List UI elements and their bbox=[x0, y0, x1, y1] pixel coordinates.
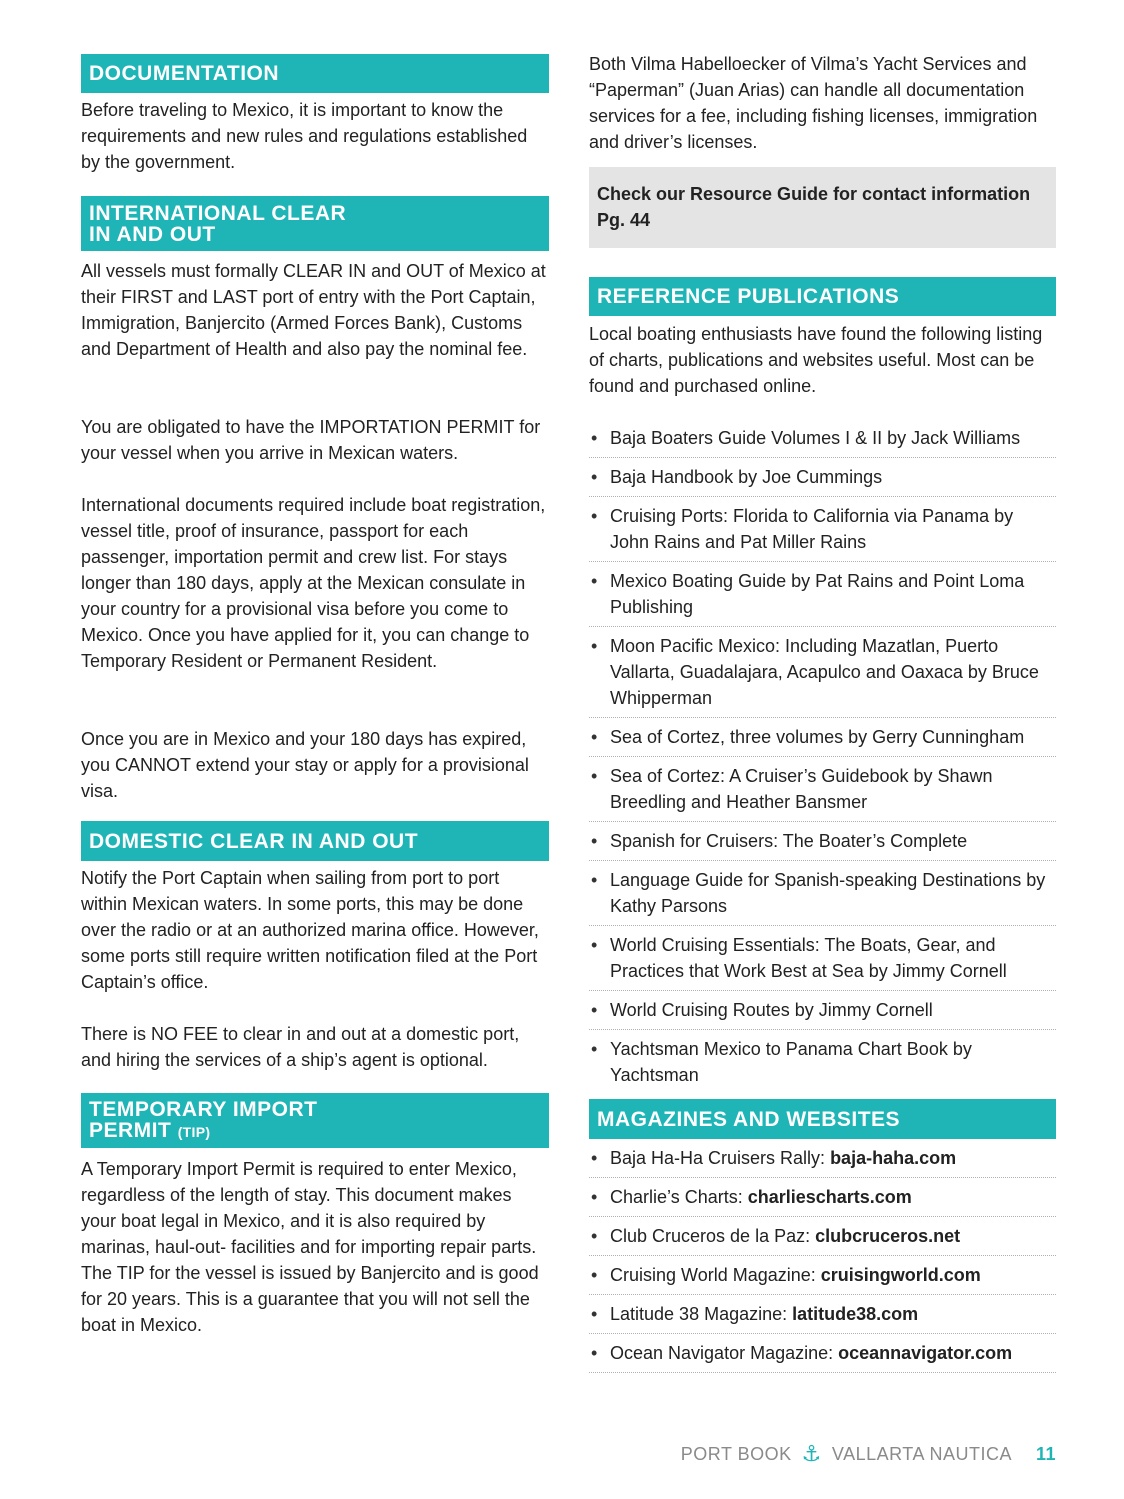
tip-heading-line2 bbox=[89, 1120, 541, 1143]
magazine-name: Charlie’s Charts: bbox=[610, 1187, 748, 1207]
international-p3: International documents required include boat registration, vessel title, proof of insurance, passport for each passenger, importation permit and crew list. For stays longer than 180 days, apply at the Mexican consulate in your country for a provisional visa before you come to Mexico. Once you have applied for it, you can change to Temporary Resident or Permanent Resident. bbox=[81, 495, 546, 671]
tip-text: A Temporary Import Permit is required to enter Mexico, regardless of the length of stay. This document makes your boat legal in Mexico, and it is also required by marinas, haul-out- facilities and for importing repair parts. The TIP for the vessel is issued by Banjercito and is good for 20 years. This is a guarantee that you will not sell the boat in Mexico. bbox=[81, 1159, 539, 1335]
list-item: • Sea of Cortez: A Cruiser’s Guidebook by Shawn Breedling and Heather Bansmer bbox=[589, 757, 1056, 822]
international-p1: All vessels must formally CLEAR IN and OUT of Mexico at their FIRST and LAST port of entry with the Port Captain, Immigration, Banjercito (Armed Forces Bank), Customs and Department of Health and also pay the nominal fee. bbox=[81, 261, 546, 359]
list-item bbox=[589, 1178, 1056, 1217]
website-link[interactable]: charliescharts.com bbox=[747, 1187, 912, 1207]
international-heading-line2: IN AND OUT bbox=[89, 222, 216, 246]
list-item: • Mexico Boating Guide by Pat Rains and Point Loma Publishing bbox=[589, 562, 1056, 627]
website-link[interactable]: oceannavigator.com bbox=[838, 1343, 1013, 1363]
magazine-name: Ocean Navigator Magazine: bbox=[610, 1343, 839, 1363]
documentation-heading bbox=[81, 54, 549, 93]
international-heading-line1: INTERNATIONAL CLEAR bbox=[89, 201, 347, 225]
resource-guide-callout bbox=[589, 167, 1056, 248]
magazine-name: Club Cruceros de la Paz: bbox=[610, 1226, 816, 1246]
list-item: • World Cruising Routes by Jimmy Cornell bbox=[589, 991, 1056, 1030]
website-link[interactable]: baja-haha.com bbox=[830, 1148, 957, 1168]
tip-heading-permit: PERMIT bbox=[89, 1118, 172, 1142]
resource-guide-callout-text: Check our Resource Guide for contact information Pg. 44 bbox=[597, 184, 1031, 230]
list-item bbox=[589, 1139, 1056, 1178]
reference-heading bbox=[589, 277, 1056, 316]
footer-port-book: PORT BOOK bbox=[680, 1443, 792, 1464]
page-footer bbox=[681, 1440, 1056, 1468]
list-item bbox=[589, 1217, 1056, 1256]
tip-heading bbox=[81, 1093, 549, 1148]
magazines-list bbox=[589, 1139, 1056, 1373]
documentation-heading-text: DOCUMENTATION bbox=[89, 62, 280, 85]
magazine-name: Latitude 38 Magazine: bbox=[610, 1304, 793, 1324]
list-item bbox=[589, 1295, 1056, 1334]
domestic-heading bbox=[81, 821, 549, 861]
magazines-heading-text: MAGAZINES AND WEBSITES bbox=[597, 1107, 901, 1131]
list-item: • Yachtsman Mexico to Panama Chart Book by Yachtsman bbox=[589, 1030, 1056, 1094]
website-link[interactable]: latitude38.com bbox=[792, 1304, 919, 1324]
list-item: • Language Guide for Spanish-speaking Destinations by Kathy Parsons bbox=[589, 861, 1056, 926]
tip-heading-line1: TEMPORARY IMPORT bbox=[89, 1097, 318, 1121]
list-item bbox=[589, 1334, 1056, 1373]
reference-text: Local boating enthusiasts have found the following listing of charts, publications and websites useful. Most can be found and purchased online. bbox=[589, 324, 1043, 396]
list-item: • Spanish for Cruisers: The Boater’s Complete bbox=[589, 822, 1056, 861]
documentation-text: Before traveling to Mexico, it is important to know the requirements and new rules and regulations established by the government. bbox=[81, 100, 528, 172]
magazine-name: Cruising World Magazine: bbox=[610, 1265, 821, 1285]
tip-heading-abbrev: (TIP) bbox=[177, 1123, 211, 1140]
page-number: 11 bbox=[1035, 1443, 1056, 1464]
international-p2: You are obligated to have the IMPORTATION PERMIT for your vessel when you arrive in Mexican waters. bbox=[81, 417, 541, 463]
international-p4: Once you are in Mexico and your 180 days has expired, you CANNOT extend your stay or apply for a provisional visa. bbox=[81, 729, 529, 801]
services-intro: Both Vilma Habelloecker of Vilma’s Yacht Services and “Paperman” (Juan Arias) can handle all documentation services for a fee, including fishing licenses, immigration and driver’s licenses. bbox=[589, 54, 1038, 152]
magazine-name: Baja Ha-Ha Cruisers Rally: bbox=[610, 1148, 831, 1168]
list-item: • Baja Handbook by Joe Cummings bbox=[589, 458, 1056, 497]
reference-heading-text: REFERENCE PUBLICATIONS bbox=[597, 285, 900, 308]
list-item: • Baja Boaters Guide Volumes I & II by Jack Williams bbox=[589, 419, 1056, 458]
magazines-heading bbox=[589, 1099, 1056, 1139]
footer-vallarta-nautica: VALLARTA NAUTICA bbox=[831, 1443, 1012, 1464]
domestic-heading-text: DOMESTIC CLEAR IN AND OUT bbox=[89, 829, 419, 853]
website-link[interactable]: clubcruceros.net bbox=[815, 1226, 961, 1246]
list-item: • Sea of Cortez, three volumes by Gerry Cunningham bbox=[589, 718, 1056, 757]
reference-list bbox=[589, 419, 1056, 1094]
list-item: • Moon Pacific Mexico: Including Mazatlan, Puerto Vallarta, Guadalajara, Acapulco and Oaxaca by Bruce Whipperman bbox=[589, 627, 1056, 718]
list-item bbox=[589, 1256, 1056, 1295]
anchor-icon: ⚓ bbox=[801, 1441, 822, 1466]
list-item: • World Cruising Essentials: The Boats, Gear, and Practices that Work Best at Sea by Jimmy Cornell bbox=[589, 926, 1056, 991]
domestic-p1: Notify the Port Captain when sailing from port to port within Mexican waters. In some ports, this may be done over the radio or at an authorized marina office. However, some ports still require written notification filed at the Port Captain’s office. bbox=[81, 868, 539, 992]
international-heading bbox=[81, 196, 549, 251]
website-link[interactable]: cruisingworld.com bbox=[820, 1265, 981, 1285]
list-item: • Cruising Ports: Florida to California via Panama by John Rains and Pat Miller Rains bbox=[589, 497, 1056, 562]
domestic-p2: There is NO FEE to clear in and out at a domestic port, and hiring the services of a ship’s agent is optional. bbox=[81, 1024, 520, 1070]
